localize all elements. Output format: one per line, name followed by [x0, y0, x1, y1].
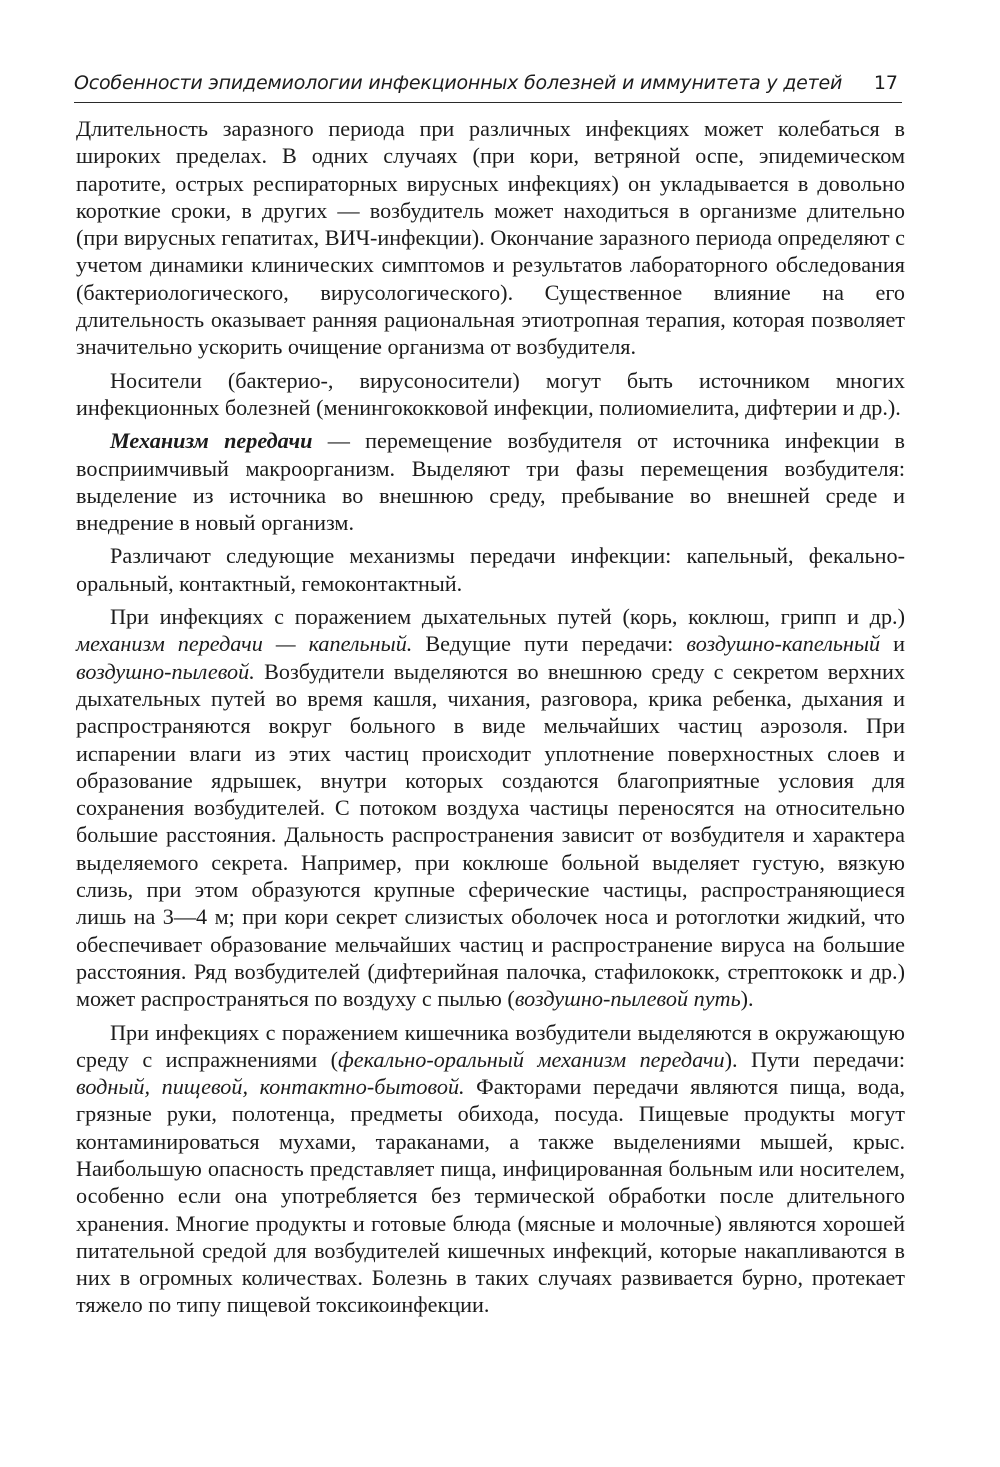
- text-segment: Возбудители выделяются во внешнюю среду с секретом верхних дыхательных путей во время кашля, чихания, разговора, крика ребенка, дыхания и распространяются вокруг больного в виде мельчайших частиц аэрозоля. При испарении влаги из этих частиц происходит уплотнение поверхностных слоев и образование ядрышек, внутри которых создаются благоприятные условия для сохранения возбудителей. С потоком воздуха частицы переносятся на относительно большие расстояния. Дальность распространения зависит от возбудителя и характера выделяемого секрета. Например, при коклюше больной выделяет густую, вязкую слизь, при этом образуются крупные сферические частицы, распространяющиеся лишь на 3—4 м; при кори секрет слизистых оболочек носа и ротоглотки жидкий, что обеспечивает образование мельчайших частиц и распространение вируса на большие расстояния. Ряд возбудителей (дифтерийная палочка, стафилококк, стрептококк и др.) может распространяться по воздуху с пылью (: [76, 658, 905, 1012]
- paragraph-mechanism-types: Различают следующие механизмы передачи инфекции: капельный, фекально-оральный, контактный, гемоконтактный.: [76, 543, 905, 596]
- paragraph-transmission-mechanism: [76, 427, 905, 536]
- paragraph-intestinal-infections: [76, 1019, 905, 1319]
- italic-term: механизм передачи — капельный.: [76, 631, 413, 657]
- term-transmission-mechanism: Механизм передачи: [110, 428, 313, 454]
- paragraph-contagious-period: Длительность заразного периода при различных инфекциях может колебаться в широких пределах. В одних случаях (при кори, ветряной оспе, эпидемическом паротите, острых респираторных вирусных инфекциях) он укладывается в довольно короткие сроки, в других — возбудитель может находиться в организме длительно (при вирусных гепатитах, ВИЧ-инфекции). Окончание заразного периода определяют с учетом динамики клинических симптомов и результатов лабораторного обследования (бактериологического, вирусологического). Существенное влияние на его длительность оказывает ранняя рациональная этиотропная терапия, которая позволяет значительно ускорить очищение организма от возбудителя.: [76, 116, 905, 360]
- italic-term: водный, пищевой, контактно-бытовой.: [76, 1074, 465, 1100]
- text-segment: Ведущие пути передачи:: [412, 631, 687, 657]
- paragraph-respiratory-infections: [76, 603, 905, 1012]
- text-segment: При инфекциях с поражением кишечника возбудители выделяются в окружающую среду с испражнениями (: [76, 1019, 905, 1072]
- text-segment: и: [880, 631, 905, 657]
- text-segment: ). Пути передачи:: [724, 1046, 905, 1072]
- italic-term: фекально-оральный механизм передачи: [337, 1046, 725, 1072]
- paragraph-carriers: Носители (бактерио-, вирусоносители) могут быть источником многих инфекционных болезней (менингококковой инфекции, полиомиелита, дифтерии и др.).: [76, 367, 905, 420]
- italic-term: воздушно-пылевой.: [76, 658, 255, 684]
- definition-text: — перемещение возбудителя от источника инфекции в восприимчивый макроорганизм. Выделяют три фазы перемещения возбудителя: выделение из источника во внешнюю среду, пребывание во внешней среде и внедрение в новый организм.: [76, 428, 905, 536]
- italic-term: воздушно-капельный: [686, 631, 881, 657]
- text-segment: Факторами передачи являются пища, вода, грязные руки, полотенца, предметы обихода, посуда. Пищевые продукты могут контаминироваться мухами, тараканами, а также выделениями мышей, крыс. Наибольшую опасность представляет пища, инфицированная больным или носителем, особенно если она употребляется без термической обработки после длительного хранения. Многие продукты и готовые блюда (мясные и молочные) являются хорошей питательной средой для возбудителей кишечных инфекций, которые накапливаются в них в огромных количествах. Болезнь в таких случаях развивается бурно, протекает тяжело по типу пищевой токсикоинфекции.: [76, 1074, 905, 1318]
- italic-term: воздушно-пылевой путь: [514, 986, 741, 1012]
- body-text: [76, 115, 905, 1325]
- text-segment: При инфекциях с поражением дыхательных путей (корь, коклюш, грипп и др.): [110, 604, 905, 630]
- running-header: [74, 70, 902, 103]
- page-number: 17: [873, 72, 898, 94]
- text-segment: ).: [740, 986, 754, 1012]
- header-title: Особенности эпидемиологии инфекционных болезней и иммунитета у детей: [74, 72, 843, 94]
